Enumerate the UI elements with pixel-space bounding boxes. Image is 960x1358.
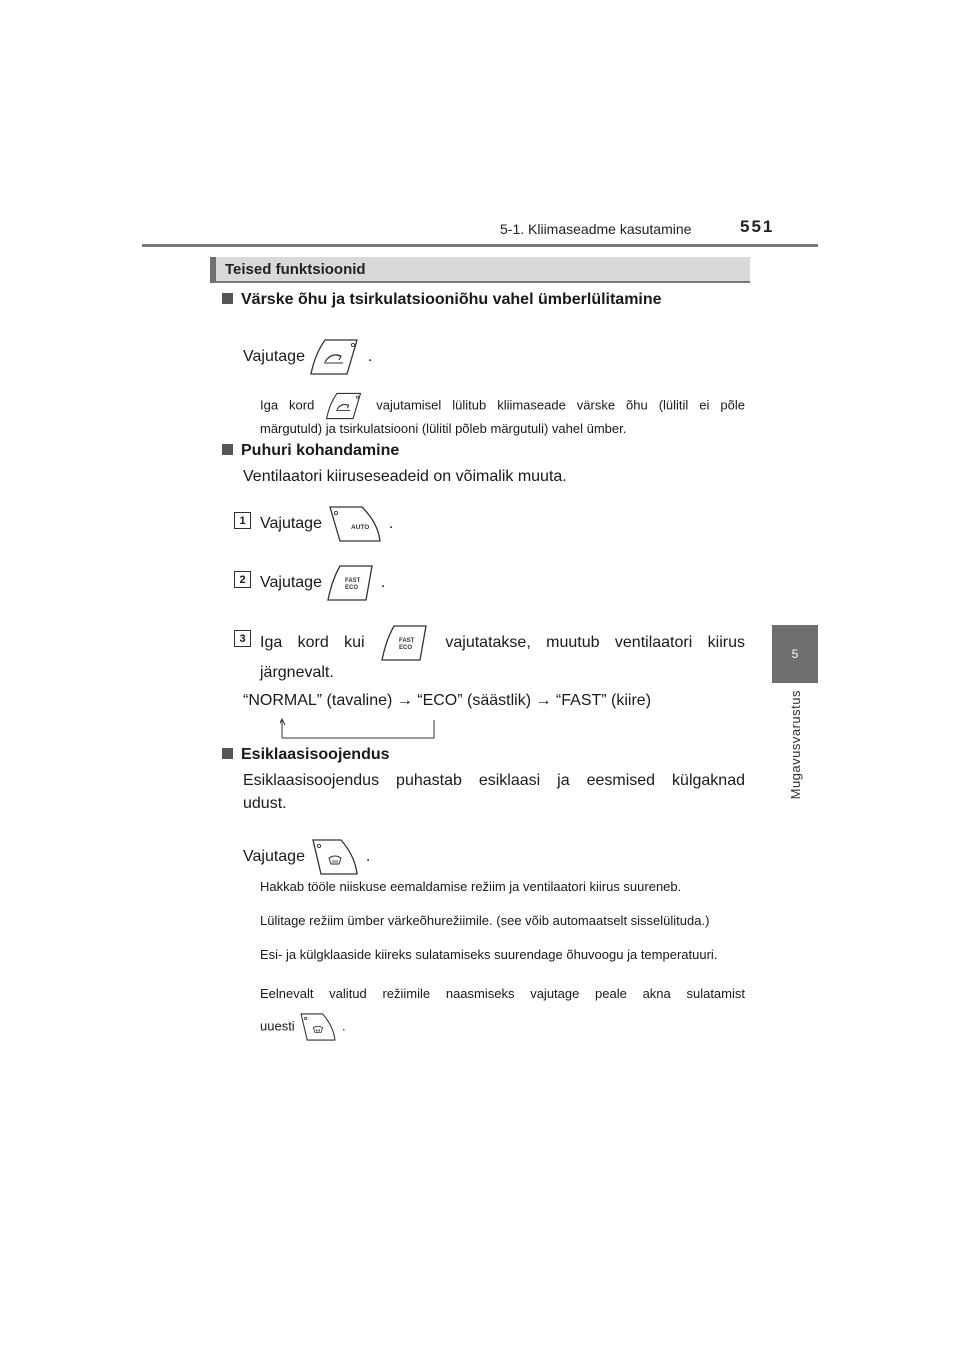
defrost-note-4: Eelnevalt valitud režiimile naasmiseks vajutage peale akna sulatamist <box>260 986 745 1001</box>
step-2-text: Vajutage <box>260 574 322 592</box>
chapter-tab: 5 <box>772 625 818 683</box>
step-3-line2: järgnevalt. <box>260 664 334 681</box>
svg-text:FAST: FAST <box>345 578 361 584</box>
auto-button-icon <box>326 505 384 543</box>
step-3-text-a: Iga kord kui <box>260 634 365 652</box>
blower-intro: Ventilaatori kiiruseseadeid on võimalik muuta. <box>243 468 567 485</box>
defrost-press-line: Vajutage . <box>243 838 370 876</box>
blower-heading-text: Puhuri kohandamine <box>241 442 400 459</box>
step-number-3: 3 <box>234 630 251 647</box>
header-rule <box>142 244 818 247</box>
recirc-press-text: Vajutage <box>243 348 305 366</box>
recirc-note-part-a: Iga kord <box>260 397 315 413</box>
recirc-note-part-b: vajutamisel lülitub kliimaseade värske õhu (lülitil ei põle <box>376 397 745 413</box>
cycle-return-arrow-icon <box>280 718 440 740</box>
defrost-note-3: Esi- ja külgklaaside kiireks sulatamiseks suurendage õhuvoogu ja temperatuuri. <box>260 947 718 962</box>
defrost-note-4-end-text: uuesti <box>260 1018 295 1034</box>
defrost-heading-text: Esiklaasisoojendus <box>241 746 390 763</box>
defrost-desc-line1: Esiklaasisoojendus puhastab esiklaasi ja eesmised külgaknad <box>243 772 745 789</box>
recirc-heading-text: Värske õhu ja tsirkulatsiooniõhu vahel ümberlülitamine <box>241 291 662 308</box>
defrost-note-4-end: uuesti . <box>260 1012 346 1042</box>
defroster-button-icon <box>298 1012 338 1042</box>
defrost-heading <box>222 746 390 764</box>
running-header: 5-1. Kliimaseadme kasutamine <box>500 221 692 237</box>
svg-text:ECO: ECO <box>398 645 412 651</box>
recirc-note-line1 <box>260 392 745 420</box>
fast-eco-button-icon <box>380 624 430 662</box>
recirc-note-line2: märgutuld) ja tsirkulatsiooni (lülitil põleb märgutuli) vahel ümber. <box>260 421 627 436</box>
step-1: Vajutage AUTO . <box>260 505 393 543</box>
step-2: Vajutage FAST ECO . <box>260 564 385 602</box>
recirculation-button-icon <box>325 392 365 420</box>
blower-heading <box>222 442 399 460</box>
page-number: 551 <box>740 217 775 236</box>
defrost-press-text: Vajutage <box>243 848 305 866</box>
step-number-1: 1 <box>234 512 251 529</box>
svg-text:AUTO: AUTO <box>351 524 370 531</box>
recirc-heading <box>222 291 662 309</box>
section-title-bar <box>210 257 750 283</box>
step-3-text-b: vajutatakse, muutub ventilaatori kiirus <box>445 634 745 652</box>
step-1-text: Vajutage <box>260 515 322 533</box>
square-bullet-icon <box>222 444 233 455</box>
step-3-line1 <box>260 624 745 662</box>
defrost-note-1: Hakkab tööle niiskuse eemaldamise režiim ja ventilaatori kiirus suureneb. <box>260 879 682 894</box>
defroster-button-icon <box>309 838 361 876</box>
svg-text:ECO: ECO <box>345 585 359 591</box>
square-bullet-icon <box>222 293 233 304</box>
defrost-desc-line2: udust. <box>243 795 287 812</box>
svg-text:FAST: FAST <box>398 638 415 644</box>
recirc-press-line: Vajutage . <box>243 338 372 376</box>
recirculation-button-icon <box>309 338 363 376</box>
step-number-2: 2 <box>234 571 251 588</box>
fast-eco-button-icon <box>326 564 376 602</box>
fan-mode-cycle: “NORMAL” (tavaline) → “ECO” (säästlik) → “FAST” (kiire) <box>243 692 652 709</box>
chapter-label: Mugavusvarustus <box>788 690 803 800</box>
square-bullet-icon <box>222 748 233 759</box>
section-title: Teised funktsioonid <box>225 260 366 278</box>
defrost-note-2: Lülitage režiim ümber värkeõhurežiimile. (see võib automaatselt sisselülituda.) <box>260 913 710 928</box>
